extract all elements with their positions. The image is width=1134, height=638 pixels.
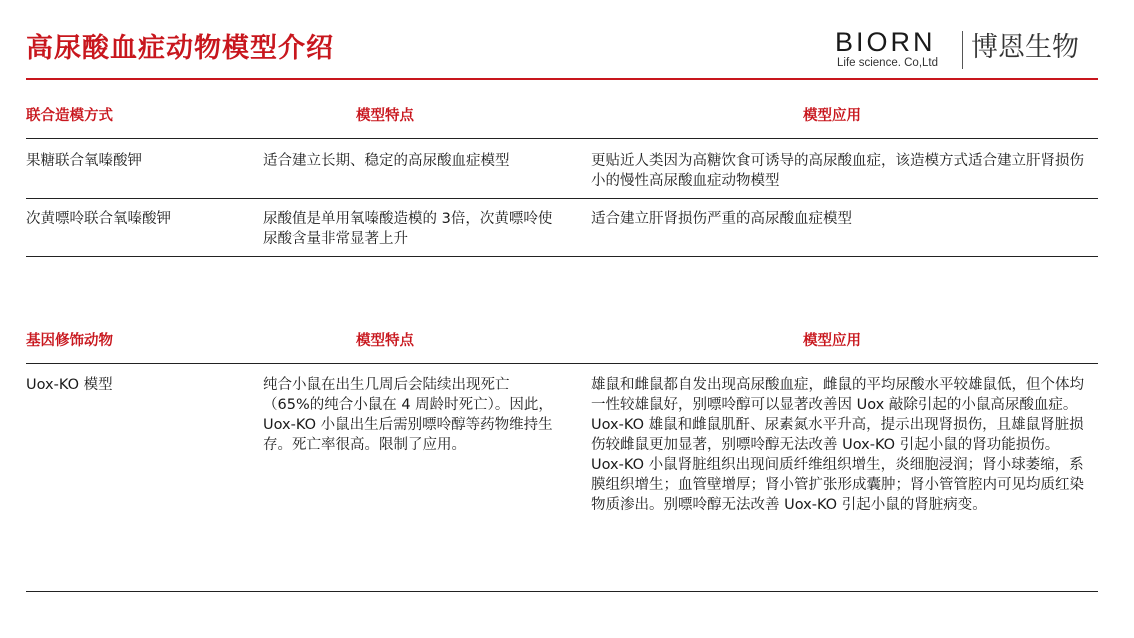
column-header-method: 联合造模方式: [26, 108, 113, 124]
column-header-application: 模型应用: [803, 108, 861, 124]
table-rule: [26, 591, 1098, 592]
row-application: 更贴近人类因为高糖饮食可诱导的高尿酸血症，该造模方式适合建立肝肾损伤小的慢性高尿酸血症动物模型: [591, 153, 1084, 189]
genetic-model-table: [26, 329, 1098, 599]
row-feature: 尿酸值是单用氧嗪酸造模的 3倍，次黄嘌呤使尿酸含量非常显著上升: [263, 211, 553, 247]
row-feature: 纯合小鼠在出生几周后会陆续出现死亡（65%的纯合小鼠在 4 周龄时死亡）。因此，Uox-KO 小鼠出生后需别嘌呤醇等药物维持生存。死亡率很高。限制了应用。: [263, 377, 553, 453]
logo-name-cn: 博恩生物: [971, 32, 1079, 63]
row-method: 果糖联合氧嗪酸钾: [26, 153, 142, 169]
table-rule: [26, 256, 1098, 257]
row-application: 适合建立肝肾损伤严重的高尿酸血症模型: [591, 211, 852, 227]
header-divider: [26, 78, 1098, 80]
column-header-method: 基因修饰动物: [26, 333, 113, 349]
application-paragraph: 雄鼠和雌鼠都自发出现高尿酸血症，雌鼠的平均尿酸水平较雄鼠低，但个体均一性较雄鼠好，别嘌呤醇可以显著改善因 Uox 敲除引起的小鼠高尿酸血症。: [591, 377, 1084, 413]
row-method: 次黄嘌呤联合氧嗪酸钾: [26, 211, 171, 227]
logo-tagline: Life science. Co,Ltd: [837, 57, 939, 69]
application-paragraph: Uox-KO 小鼠肾脏组织出现间质纤维组织增生，炎细胞浸润；肾小球萎缩，系膜组织增生；血管壁增厚；肾小管扩张形成囊肿；肾小管管腔内可见均质红染物质渗出。别嘌呤醇无法改善 Uox-KO 引起小鼠的肾脏病变。: [591, 457, 1084, 513]
column-header-feature: 模型特点: [356, 108, 414, 124]
column-header-feature: 模型特点: [356, 333, 414, 349]
table-rule: [26, 138, 1098, 139]
logo-brand: BIORN: [835, 27, 936, 57]
application-paragraph: Uox-KO 雄鼠和雌鼠肌酐、尿素氮水平升高，提示出现肾损伤，且雄鼠肾脏损伤较雌鼠更加显著，别嘌呤醇无法改善 Uox-KO 引起小鼠的肾功能损伤。: [591, 417, 1084, 453]
table-rule: [26, 198, 1098, 199]
column-header-application: 模型应用: [803, 333, 861, 349]
row-application: [591, 375, 1098, 515]
table-rule: [26, 363, 1098, 364]
company-logo: [835, 28, 1105, 73]
logo-divider: [962, 31, 963, 69]
page-title: 高尿酸血症动物模型介绍: [26, 33, 334, 64]
row-feature: 适合建立长期、稳定的高尿酸血症模型: [263, 153, 510, 169]
row-method: Uox-KO 模型: [26, 377, 113, 393]
combined-model-table: [26, 104, 1098, 264]
